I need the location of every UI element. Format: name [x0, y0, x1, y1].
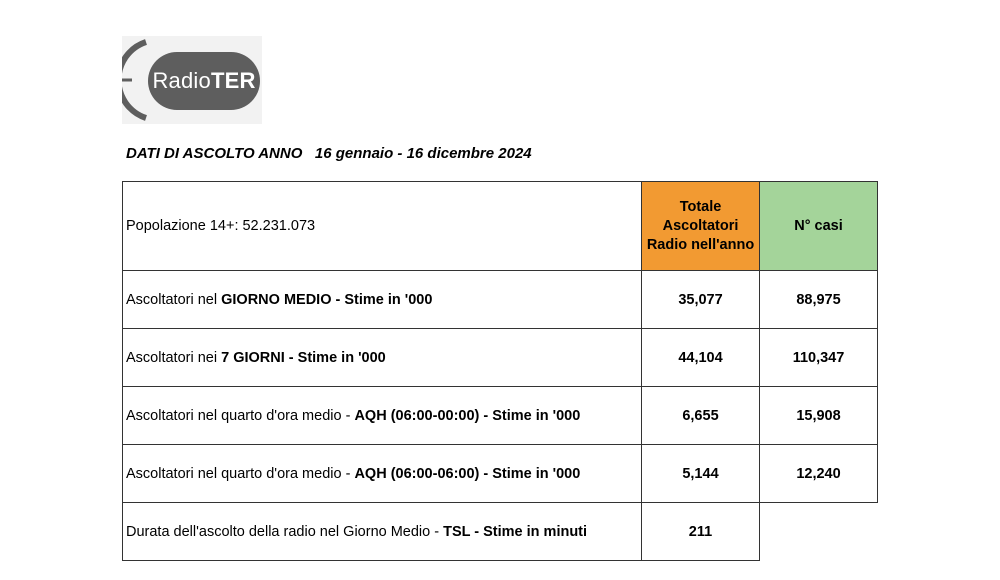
logo-text-regular: Radio	[152, 68, 211, 93]
row-label-prefix: Ascoltatori nel quarto d'ora medio -	[126, 407, 355, 424]
table-row	[123, 271, 878, 329]
row-label-bold: GIORNO MEDIO - Stime in '000	[221, 291, 433, 308]
header-cases: N° casi	[760, 182, 878, 271]
row-label-bold: TSL - Stime in minuti	[443, 523, 588, 540]
radioter-logo	[122, 36, 262, 124]
row-cases-empty	[760, 503, 878, 561]
table-row	[123, 445, 878, 503]
row-label-bold: 7 GIORNI - Stime in '000	[221, 349, 386, 366]
table-header-row	[123, 182, 878, 271]
row-label-bold: AQH (06:00-00:00) - Stime in '000	[354, 407, 581, 424]
row-label-prefix: Ascoltatori nei	[126, 349, 222, 366]
header-total-listeners: Totale Ascoltatori Radio nell'anno	[642, 182, 760, 271]
row-label-prefix: Ascoltatori nel	[126, 291, 222, 308]
row-label-prefix: Durata dell'ascolto della radio nel Giorno Medio -	[126, 523, 444, 540]
logo-text-bold: TER	[210, 68, 256, 93]
logo-pill	[148, 52, 260, 110]
row-label	[123, 387, 642, 445]
row-label	[123, 445, 642, 503]
listening-data-table	[122, 181, 878, 561]
row-cases: 88,975	[760, 271, 878, 329]
row-label-bold: AQH (06:00-06:00) - Stime in '000	[354, 465, 581, 482]
row-total: 44,104	[642, 329, 760, 387]
row-label-prefix: Ascoltatori nel quarto d'ora medio -	[126, 465, 355, 482]
row-label	[123, 271, 642, 329]
table-row	[123, 387, 878, 445]
row-total: 5,144	[642, 445, 760, 503]
table-row	[123, 329, 878, 387]
row-total: 35,077	[642, 271, 760, 329]
row-cases: 110,347	[760, 329, 878, 387]
row-cases: 12,240	[760, 445, 878, 503]
row-cases: 15,908	[760, 387, 878, 445]
row-label	[123, 329, 642, 387]
population-label: Popolazione 14+: 52.231.073	[123, 182, 642, 271]
row-label	[123, 503, 642, 561]
row-total: 211	[642, 503, 760, 561]
table-row	[123, 503, 878, 561]
row-total: 6,655	[642, 387, 760, 445]
page-title: DATI DI ASCOLTO ANNO 16 gennaio - 16 dicembre 2024	[126, 145, 532, 162]
